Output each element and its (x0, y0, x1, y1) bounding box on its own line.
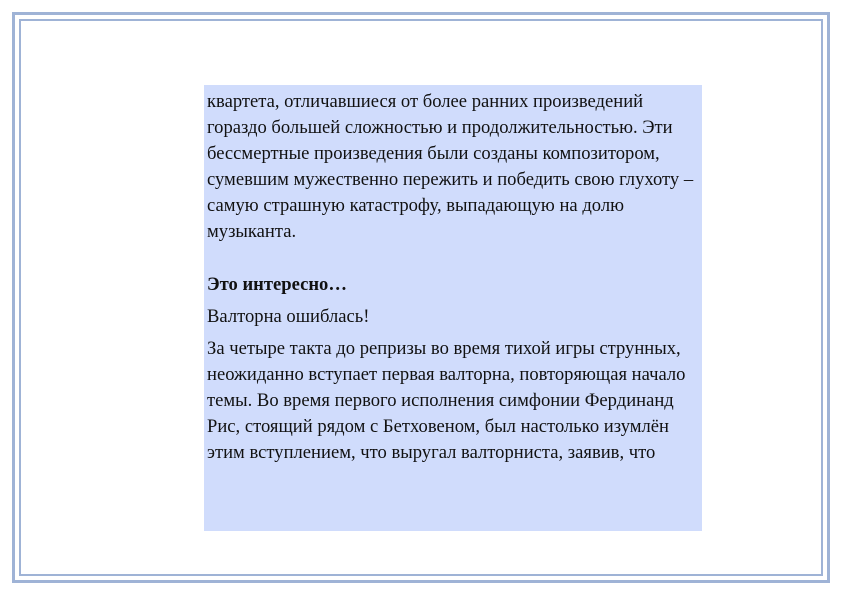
text-block (204, 85, 702, 531)
body-paragraph-1: квартета, отличавшиеся от более ранних произведений гораздо большей сложностью и продолжительностью. Эти бессмертные произведения были созданы композитором, сумевшим мужественно пережить и победить свою глухоту – самую страшную катастрофу, выпадающую на долю музыканта. (207, 91, 694, 242)
section-subheading: Валторна ошиблась! (207, 306, 370, 327)
section-heading: Это интересно… (207, 274, 347, 295)
body-paragraph-2: За четыре такта до репризы во время тихой игры струнных, неожиданно вступает первая валторна, повторяющая начало темы. Во время первого исполнения симфонии Фердинанд Рис, стоящий рядом с Бетховеном, был настолько изумлён этим вступлением, что выругал валторниста, заявив, что (207, 338, 686, 463)
